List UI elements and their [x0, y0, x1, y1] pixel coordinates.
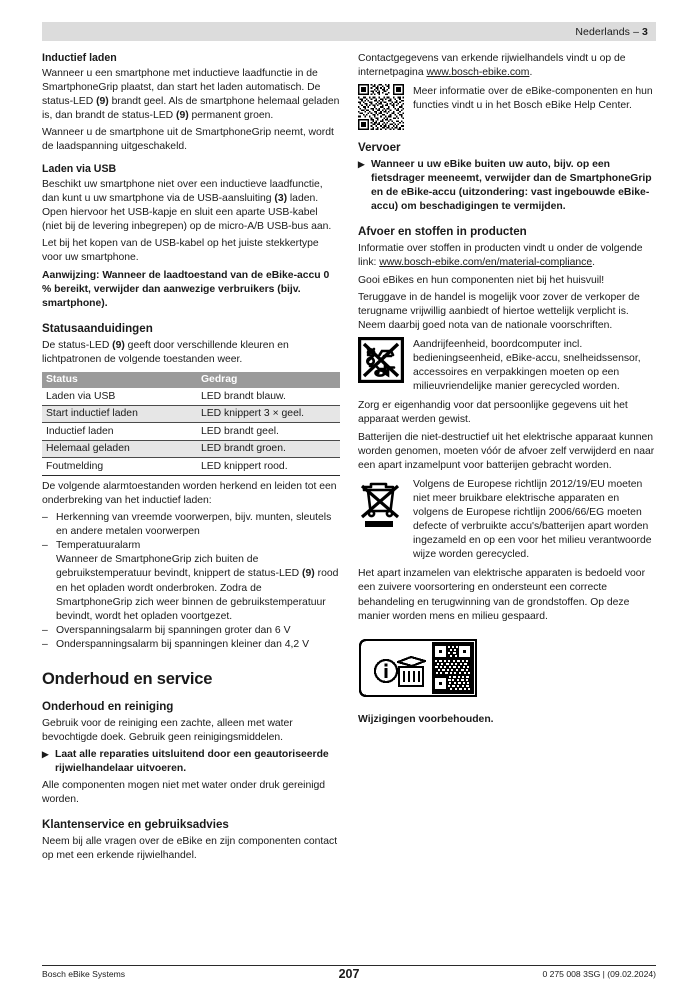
text-run: . [592, 257, 595, 269]
paragraph-usb-note [42, 269, 340, 311]
text-run: Wanneer u een smartphone met inductieve laadfunctie in de SmartphoneGrip plaatst, dan start het laden automatisch. De status-LED [42, 67, 321, 107]
text-run: Informatie over stoffen in producten vindt u onder de volgende link: [358, 243, 643, 269]
ref-9: (9) [176, 109, 189, 121]
dash-bullet: – [42, 512, 48, 524]
disposal-info-qr-icon [358, 638, 656, 698]
instruction-bullet-reparaties [42, 748, 340, 776]
link-material-compliance[interactable]: www.bosch-ebike.com/en/material-compliance [379, 257, 593, 269]
header-language: Nederlands [575, 25, 631, 38]
paragraph-klantenservice: Neem bij alle vragen over de eBike en zijn componenten contact op met een erkende rijwielhandel. [42, 836, 338, 862]
text-run: rood en het opladen wordt onderbroken. Zodra de SmartphoneGrip zich weer binnen de gebruikstemperatuur bevindt, wordt het opladen voortgezet. [56, 568, 339, 622]
footer-brand: Bosch eBike Systems [42, 969, 126, 979]
closing-note: Wijzigingen voorbehouden. [358, 713, 494, 725]
dash-bullet: – [42, 638, 48, 650]
instruction-bullet-text: Wanneer u uw eBike buiten uw auto, bijv. op een fietsdrager meeneemt, verwijder dan de SmartphoneGrip en de eBike-accu (uitzondering: vast ingebouwde eBike-accu) om beschadigingen te vermijden. [371, 159, 652, 213]
cell-status: Start inductief laden [42, 405, 197, 423]
paragraph-onderhoud-1: Gebruik voor de reiniging een zachte, alleen met water bevochtigde doek. Gebruik geen reinigingsmiddelen. [42, 717, 293, 743]
qr-code-icon [358, 84, 404, 130]
cell-gedrag: LED knippert 3 × geel. [197, 405, 340, 423]
column-header-gedrag: Gedrag [197, 372, 340, 389]
page-columns [42, 52, 656, 867]
paragraph-alarm-intro: De volgende alarmtoestanden worden herkend en leiden tot een onderbreking van het inductief laden: [42, 480, 337, 506]
instruction-bullet-text: Laat alle reparaties uitsluitend door een geautoriseerde rijwielhandelaar uitvoeren. [55, 749, 329, 775]
list-item-text: Overspanningsalarm bij spanningen groter dan 6 V [56, 624, 291, 636]
paragraph-afvoer-4: Zorg er eigenhandig voor dat persoonlijke gegevens uit het apparaat werden gewist. [358, 400, 628, 426]
paragraph-inductief-1 [42, 67, 340, 123]
crossed-out-wheelie-bin-icon [358, 477, 404, 529]
instruction-bullet-vervoer [358, 158, 656, 214]
table-row [42, 423, 340, 441]
footer-document-code: 0 275 008 3SG | (09.02.2024) [542, 969, 657, 979]
qr-help-center-caption: Meer informatie over de eBike-componenten en hun functies vindt u in het Bosch eBike Help Center. [413, 86, 653, 112]
paragraph-usb-1 [42, 178, 340, 234]
right-column [358, 52, 656, 867]
link-bosch-ebike[interactable]: www.bosch-ebike.com [426, 67, 530, 79]
list-item-text: Temperatuuralarm [56, 540, 141, 552]
header-separator: – [633, 25, 640, 38]
cell-status: Inductief laden [42, 423, 197, 441]
text-run: De status-LED [42, 339, 113, 351]
list-item [42, 511, 340, 539]
cell-status: Foutmelding [42, 458, 197, 476]
paragraph-afvoer-2: Gooi eBikes en hun componenten niet bij het huisvuil! [358, 274, 605, 286]
dash-bullet: – [42, 624, 48, 636]
heading-inductief-laden: Inductief laden [42, 52, 117, 64]
no-household-waste-icon [358, 337, 404, 383]
list-item [42, 638, 340, 652]
column-header-status: Status [42, 372, 197, 389]
running-header [42, 22, 656, 41]
paragraph-usb-2: Let bij het kopen van de USB-kabel op het juiste stekkertype voor uw smartphone. [42, 238, 319, 264]
text-run: permanent groen. [188, 109, 274, 121]
heading-laden-via-usb: Laden via USB [42, 163, 117, 176]
left-column [42, 52, 340, 867]
ref-9: (9) [96, 95, 109, 107]
cell-status: Helemaal geladen [42, 440, 197, 458]
text-run: Contactgegevens van erkende rijwielhandels vindt u op de internetpagina [358, 53, 626, 79]
table-row [42, 458, 340, 476]
text-run: Beschikt uw smartphone niet over een inductieve laadfunctie, dan kunt u uw smartphone via de USB-aansluiting [42, 178, 323, 205]
text-run: brandt geel. Als de smartphone helemaal geladen is, dan brandt de status-LED [42, 95, 340, 121]
running-header-text [575, 26, 656, 38]
paragraph-status-intro [42, 339, 340, 367]
table-row [42, 405, 340, 423]
cell-gedrag: LED brandt geel. [197, 423, 340, 441]
text-run: . [529, 67, 533, 79]
paragraph-onderhoud-2: Alle componenten mogen niet met water onder druk gereinigd worden. [42, 780, 326, 806]
paragraph-afvoer-6: Het apart inzamelen van elektrische apparaten is bedoeld voor een zuivere voorsortering en ondersteunt een correcte behandeling en terugwinning van de grondstoffen. Op deze manier worden mens en milieu gespaard. [358, 568, 646, 622]
heading-klantenservice: Klantenservice en gebruiksadvies [42, 818, 229, 832]
heading-onderhoud-en-reiniging: Onderhoud en reiniging [42, 700, 174, 713]
qr-help-center-block [358, 84, 656, 130]
paragraph-inductief-2: Wanneer u de smartphone uit de SmartphoneGrip neemt, wordt de laadspanning uitgeschakeld. [42, 127, 334, 153]
note-text: Wanneer de laadtoestand van de eBike-accu 0 % bereikt, verwijder dan aanwezige verbruikers (bijv. smartphone). [42, 269, 330, 309]
table-header-row [42, 372, 340, 389]
heading-afvoer: Afvoer en stoffen in producten [358, 225, 527, 239]
weee-block [358, 477, 656, 563]
heading-onderhoud-en-service: Onderhoud en service [42, 670, 213, 689]
text-run: Wanneer de SmartphoneGrip zich buiten de gebruikstemperatuur bevindt, knippert de status-LED [56, 554, 303, 580]
cell-gedrag: LED brandt groen. [197, 440, 340, 458]
paragraph-contact [358, 52, 656, 80]
page-number: 207 [338, 967, 360, 981]
heading-statusaanduidingen: Statusaanduidingen [42, 321, 153, 335]
dash-bullet: – [42, 540, 48, 552]
text-run: laden. Open hiervoor het USB-kapje en sluit een aparte USB-kabel (niet bij de levering inbegrepen) op de micro-A/B USB-bus aan. [42, 193, 332, 233]
header-chapter: 3 [642, 25, 648, 38]
status-table [42, 372, 340, 476]
page-footer [42, 965, 656, 981]
ref-9: (9) [302, 568, 315, 580]
ref-3: (3) [274, 193, 288, 205]
list-item-continuation [56, 553, 340, 623]
cell-status: Laden via USB [42, 388, 197, 405]
paragraph-afvoer-3: Teruggave in de handel is mogelijk voor zover de verkoper de terugname vrijwillig aanbiedt of hiertoe wettelijk verplicht is. Neem daarbij goed nota van de nationale voorschriften. [358, 291, 640, 331]
heading-vervoer: Vervoer [358, 141, 401, 155]
text-run: geeft door verschillende kleuren en lichtpatronen de volgende toestanden weer. [42, 339, 289, 365]
table-row [42, 388, 340, 405]
table-row [42, 440, 340, 458]
list-item [42, 624, 340, 638]
ref-9: (9) [112, 339, 125, 351]
note-label: Aanwijzing: [42, 269, 100, 281]
weee-caption: Volgens de Europese richtlijn 2012/19/EU moeten niet meer bruikbare elektrische apparaten en volgens de Europese richtlijn 2006/66/EG moeten defecte of verbruikte accu's/batterijen apart worden ingezameld en op een voor het milieu verantwoorde wijze worden gerecycled. [413, 478, 652, 561]
recycle-caption: Aandrijfeenheid, boordcomputer incl. bedieningseenheid, eBike-accu, snelheidssensor, accessoires en verpakkingen moeten op een milieuvriendelijke manier gerecycled worden. [413, 338, 641, 393]
list-item-text: Herkenning van vreemde voorwerpen, bijv. munten, sleutels en andere metalen voorwerpen [56, 512, 332, 538]
triangle-bullet-icon: ▶ [358, 159, 365, 170]
cell-gedrag: LED brandt blauw. [197, 388, 340, 405]
triangle-bullet-icon: ▶ [42, 749, 49, 760]
paragraph-afvoer-5: Batterijen die niet-destructief uit het elektrische apparaat kunnen worden genomen, moeten vóór de afvoer zelf verwijderd en naar een apart inzamelpunt voor batterijen gebracht worden. [358, 431, 655, 471]
cell-gedrag: LED knippert rood. [197, 458, 340, 476]
list-item [42, 539, 340, 553]
list-item-text: Onderspanningsalarm bij spanningen kleiner dan 4,2 V [56, 638, 310, 650]
recycle-block [358, 337, 656, 394]
paragraph-afvoer-1 [358, 242, 656, 270]
